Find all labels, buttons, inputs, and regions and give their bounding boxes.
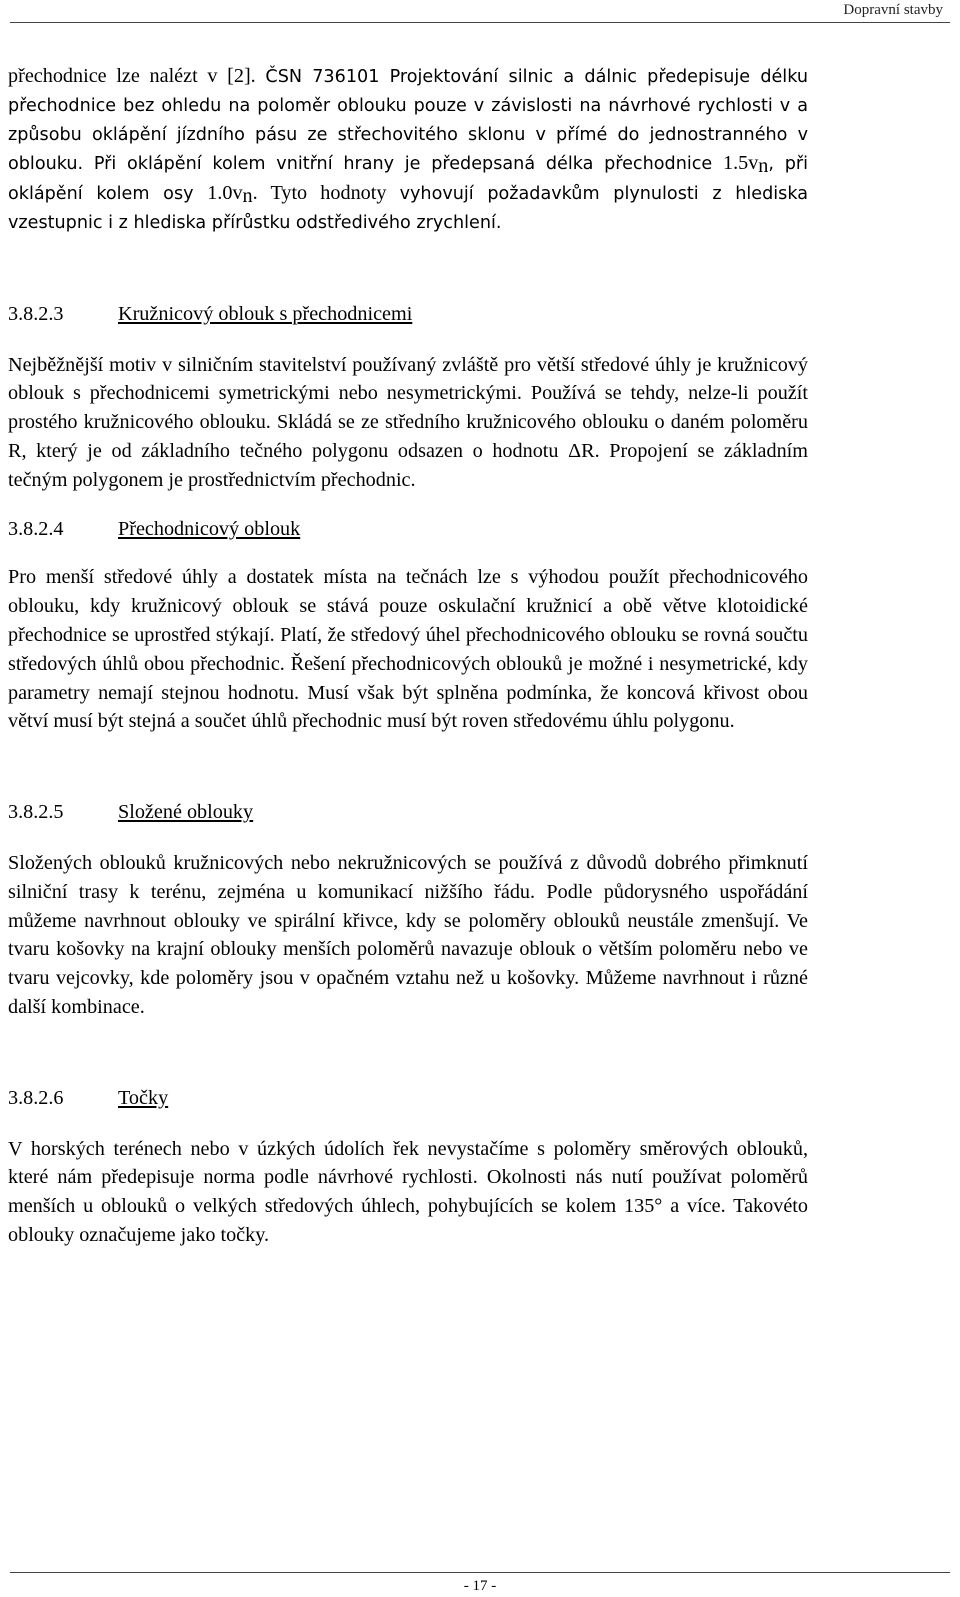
header-title: Dopravní stavby <box>843 2 943 18</box>
section-heading <box>8 1084 808 1113</box>
section-title: Složené oblouky <box>118 801 254 824</box>
intro-value-2: 1.0v <box>207 182 243 205</box>
intro-sub-2: n <box>242 185 253 208</box>
section-paragraph: Pro menší středové úhly a dostatek místa na tečnách lze s výhodou použít přechodnicového oblouku, kdy kružnicový oblouk se stává pouze oskulační kružnicí a obě větve klotoidické přechodnice se uprostřed stýkají. Platí, že středový úhel přechodnicového oblouku se rovná součtu středových úhlů obou přechodnic. Řešení přechodnicových oblouků je možné i nesymetrické, kdy parametry nemají stejnou hodnotu. Musí však být splněna podmínka, že koncová křivost obou větví musí být stejná a součet úhlů přechodnic musí být roven středovému úhlu polygonu. <box>8 566 808 733</box>
section-number: 3.8.2.6 <box>8 1086 64 1109</box>
intro-text-part4: . Tyto hodnoty <box>252 182 400 205</box>
section-heading <box>8 515 808 544</box>
section-text-part1: Nejběžnější motiv v silničním stavitelství používaný zvláště pro větší středové úhly je kružnicový oblouk s přechodnicemi symetrickými nebo nesymetrickými. Používá se tehdy, nelze-li použít prostého kružnicového oblouku. Skládá se ze středního kružnicového oblouku o daném poloměru R, který je od základního tečného polygonu odsazen o hodnotu <box>8 353 808 462</box>
intro-text-part1: přechodnice lze nalézt v [2]. <box>8 65 266 87</box>
section-title: Točky <box>118 1086 169 1109</box>
section-heading <box>8 300 808 329</box>
footer-rule <box>10 1572 950 1573</box>
section-title: Přechodnicový oblouk <box>118 517 301 540</box>
page-number: - 17 - <box>463 1578 497 1594</box>
page-content <box>8 62 808 1250</box>
intro-text-part3: , při oklápění kolem osy <box>8 154 809 205</box>
section-text-part2: . Propojení se základním tečným polygonem je prostřednictvím přechodnic. <box>8 439 808 491</box>
section-number: 3.8.2.4 <box>8 517 64 540</box>
section-paragraph <box>8 351 808 495</box>
intro-paragraph <box>8 62 808 238</box>
header-rule <box>10 22 950 23</box>
section-heading <box>8 798 808 827</box>
intro-text-part2: ČSN 736101 Projektování silnic a dálnic předepisuje délku přechodnice bez ohledu na poloměr oblouku pouze v závislosti na návrhové rychlosti v a způsobu oklápění jízdního pásu ze střechovitého sklonu v přímé do jednostranného v oblouku. Při oklápění kolem vnitřní hrany je předepsaná délka přechodnice <box>8 67 808 175</box>
page-header <box>0 0 960 22</box>
intro-text-part5: vyhovují požadavkům plynulosti z hlediska vzestupnic i z hlediska přírůstku odstředivého zrychlení. <box>8 184 808 233</box>
intro-sub-1: n <box>758 155 769 178</box>
section-title: Kružnicový oblouk s přechodnicemi <box>118 302 413 325</box>
section-paragraph: Složených oblouků kružnicových nebo nekružnicových se používá z důvodů dobrého přimknutí silniční trasy k terénu, zejména u komunikací nižšího řádu. Podle půdorysného uspořádání můžeme navrhnout oblouky ve spirální křivce, kdy se poloměry oblouků neustále zmenšují. Ve tvaru košovky na krajní oblouky menších poloměrů navazuje oblouk o větším poloměru nebo ve tvaru vejcovky, kde poloměry jsou v opačném vztahu než u košovky. Můžeme navrhnout i různé další kombinace. <box>8 851 808 1018</box>
section-number: 3.8.2.3 <box>8 302 64 325</box>
intro-value-1: 1.5v <box>722 152 759 175</box>
section-paragraph: V horských terénech nebo v úzkých údolích řek nevystačíme s poloměry směrových oblouků, které nám předepisuje norma podle návrhové rychlosti. Okolnosti nás nutí používat poloměrů menších u oblouků o velkých středových úhlech, pohybujících se kolem 135° a více. Takovéto oblouky označujeme jako točky. <box>8 1137 808 1246</box>
delta-r-symbol: ΔR <box>568 439 595 462</box>
section-number: 3.8.2.5 <box>8 801 64 824</box>
